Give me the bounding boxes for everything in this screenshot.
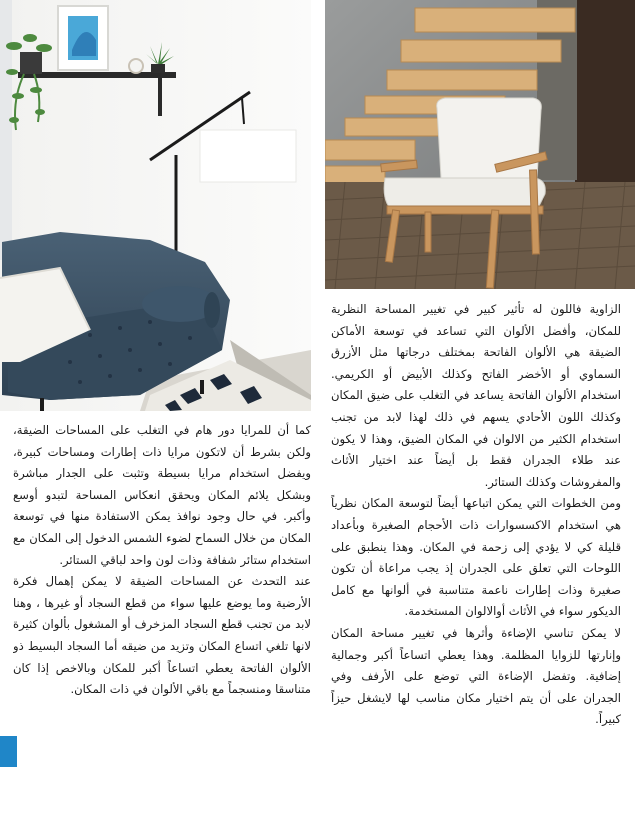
paragraph-accessories: ومن الخطوات التي يمكن اتباعها أيضاً لتوسعة المكان نظرياً هي استخدام الاكسسوارات ذات الأحجام الصغيرة وبأعداد قليلة كي لا يؤدي إلى زحمة في المكان. وهذا ينطبق على اللوحات التي تعلق على الجدران إذ يجب مراعاة أن تكون صغيرة وذات إطارات ناعمة متناسبة في ألوانها مع كامل الديكور سواء في الأثاث أوالالوان المستخدمة. — [331, 496, 621, 619]
article-right-column — [331, 299, 621, 789]
living-room-illustration — [0, 0, 311, 411]
article-left-column — [13, 420, 311, 800]
living-room-photo — [0, 0, 311, 411]
page-edge-tab — [0, 736, 17, 767]
paragraph-mirrors: كما أن للمرايا دور هام في التغلب على المساحات الضيقة، ولكن بشرط أن لاتكون مرايا ذات إطارات ومساحات كبيرة، ويفضل استخدام مرايا بسيطة وتثبت على الجدار مباشرة وبشكل يلائم المكان ويحقق انعكاس المساحة لتبدو أوسع وأكبر. في حال وجود نوافذ يمكن الاستفادة منها في توسعة المكان من خلال السماح لضوء الشمس الدخول إلى المكان مع استخدام ستائر شفافة وذات لون واحد لباقي الستائر. — [13, 423, 311, 567]
paragraph-flooring: عند التحدث عن المساحات الضيقة لا يمكن إهمال فكرة الأرضية وما يوضع عليها سواء من قطع السجاد أو غيرها ، وهنا لابد من تجنب قطع السجاد المزخرف أو المشغول بألوان كثيرة لانها تلغي اتساع المكان وتزيد من ضيقه أما السجاد البسيط ذو الألوان الفاتحة يعطي اتساعاً أكبر للمكان وبالاخص إذا كان متناسقا ومنسجماً مع باقي الألوان في ذات المكان. — [13, 574, 311, 697]
paragraph-colors: الزاوية فاللون له تأثير كبير في تغيير المساحة النظرية للمكان، وأفضل الألوان التي تساعد في توسعة الأماكن الضيقة هي الألوان الفاتحة بمختلف درجاتها مثل الأزرق السماوي أو الأخضر الفاتح وكذلك الأبيض أو الكريمي. استخدام الألوان الفاتحة يساعد في التغلب على ضيق المكان وكذلك اللون الأحادي يسهم في ذلك لهذا لابد من تجنب استخدام الكثير من الالوان في المكان الضيق، وهذا لا يكون عند طلاء الجدران فقط بل أيضاً عند اختيار الأثاث والمفروشات وكذلك الستائر. — [331, 302, 621, 489]
paragraph-lighting: لا يمكن تناسي الإضاءة وأثرها في تغيير مساحة المكان وإنارتها للزوايا المظلمة. وهذا يعطي اتساعاً أكبر وجمالية إضافية. وتفضل الإضاءة التي توضع على الأرفف وفي الجدران على أن يتم اختيار مكان مناسب لها لايشغل حيزاً كبيراً. — [331, 625, 621, 727]
armchair-staircase-illustration — [325, 0, 635, 289]
armchair-staircase-photo — [325, 0, 635, 289]
